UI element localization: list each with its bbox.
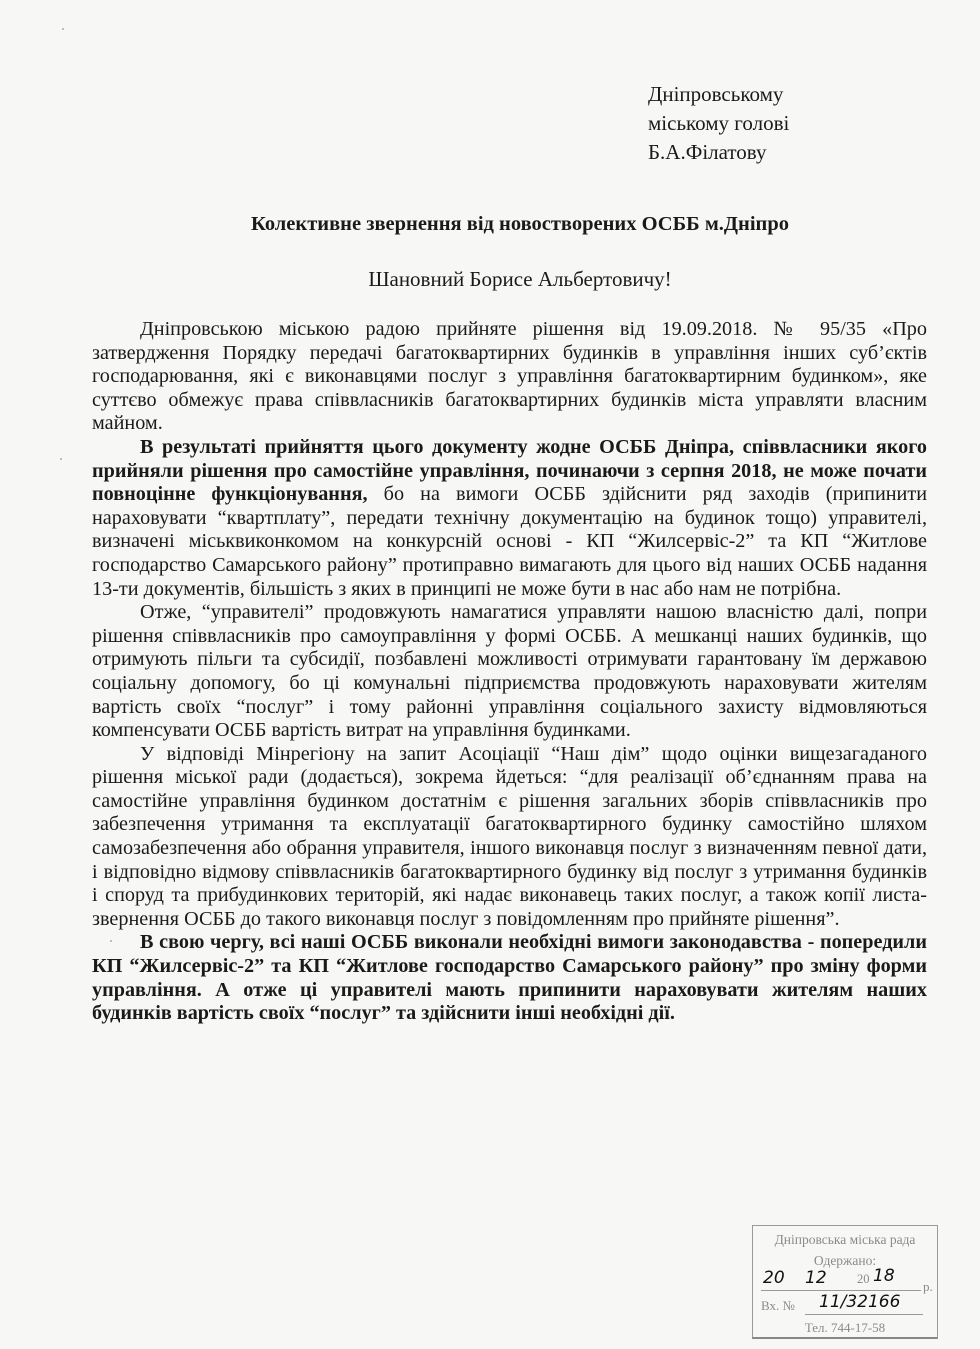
stamp-year-suffix: 18	[873, 1266, 895, 1286]
stamp-year-unit: р.	[923, 1279, 933, 1294]
scan-speck	[62, 28, 64, 30]
paragraph-text: бо на вимоги ОСББ здійснити ряд заходів (припинити нараховувати “квартплату”, передати технічну документацію на будинок тощо) управителі, визначені міськвиконкомом на конкурсній основі - КП “Жилсервіс-2” та КП “Житлове господарство Самарського району” протиправно вимагають для цього від наших ОСББ надання 13-ти документів, більшість з яких в принципі не може бути в нас або нам не потрібна.	[92, 483, 927, 600]
letter-body	[92, 318, 927, 1026]
paragraph-bold-text: В результаті прийняття цього документу жодне ОСББ Дніпра, співвласники якого прийняли рішення про самостійне управління, починаючи з серпня 2018, не може почати повноцінне функціонування,	[92, 435, 927, 506]
addressee-line: міському голові	[648, 111, 790, 135]
scan-speck	[110, 940, 112, 942]
registration-stamp	[752, 1225, 938, 1339]
paragraph	[92, 743, 927, 932]
salutation: Шановний Борисе Альбертовичу!	[368, 267, 672, 291]
paragraph	[92, 318, 927, 436]
paragraph	[92, 436, 927, 601]
stamp-phone: Тел. 744-17-58	[804, 1320, 886, 1335]
stamp-incoming-label: Вх. №	[761, 1298, 795, 1313]
stamp-month: 12	[805, 1268, 827, 1288]
stamp-year-prefix: 20	[857, 1272, 870, 1286]
stamp-incoming-line	[805, 1294, 923, 1315]
addressee-line: Б.А.Філатову	[648, 140, 767, 164]
stamp-incoming-number: 11/32166	[819, 1292, 901, 1312]
stamp-date-line	[761, 1268, 921, 1291]
stamp-organization: Дніпровська міська рада	[774, 1232, 916, 1247]
paragraph-text: Дніпровською міською радою прийняте рішення від 19.09.2018. № 95/35 «Про затвердження Порядку передачі багатоквартирних будинків в управління інших суб’єктів господарювання, які є виконавцями послуг з управління багатоквартирним будинком», яке суттєво обмежує права співвласників багатоквартирних будинків міста управляти власним майном.	[92, 318, 927, 435]
paragraph-text: У відповіді Мінрегіону на запит Асоціації “Наш дім” щодо оцінки вищезагаданого рішення міської ради (додається), зокрема йдеться: “для реалізації об’єднанням права на самостійне управління будинком достатнім є рішення загальних зборів співвласників про забезпечення утримання та експлуатації багатоквартирного будинку самостійно шляхом самозабезпечення або обрання управителя, іншого виконавця послуг з визначенням певної дати, і відповідно відмову співвласників багатоквартирного будинку від послуг з утримання будинків і споруд та прибудинкових територій, які надає виконавець таких послуг, а також копії листа-звернення ОСББ до такого виконавця послуг з повідомленням про прийняте рішення”.	[92, 742, 927, 930]
paragraph-bold-text: В свою чергу, всі наші ОСББ виконали необхідні вимоги законодавства - попередили КП “Жилсервіс-2” та КП “Житлове господарство Самарського району” про зміну форми управління. А отже ці управителі мають припинити нараховувати жителям наших будинків вартість своїх “послуг” та здійснити інші необхідні дії.	[92, 931, 927, 1025]
scan-speck	[60, 458, 62, 460]
paragraph	[92, 601, 927, 743]
addressee-block	[648, 80, 789, 167]
paragraph-text: Отже, “управителі” продовжують намагатися управляти нашою власністю далі, попри рішення співвласників про самоуправління у формі ОСББ. А мешканці наших будинків, що отримують пільги та субсидії, позбавлені можливості отримувати гарантовану їм державою соціальну допомогу, бо ці комунальні підприємства продовжують нараховувати жителям вартість своїх “послуг” і тому районні управління соціального захисту відмовляються компенсувати ОСББ вартість витрат на управління будинками.	[92, 601, 927, 742]
paragraph	[92, 931, 927, 1025]
addressee-line: Дніпровському	[648, 82, 784, 106]
stamp-day: 20	[763, 1268, 785, 1288]
document-title: Колективне звернення від новостворених ОСББ м.Дніпро	[250, 213, 789, 235]
stamp-received-label: Одержано:	[813, 1253, 877, 1268]
